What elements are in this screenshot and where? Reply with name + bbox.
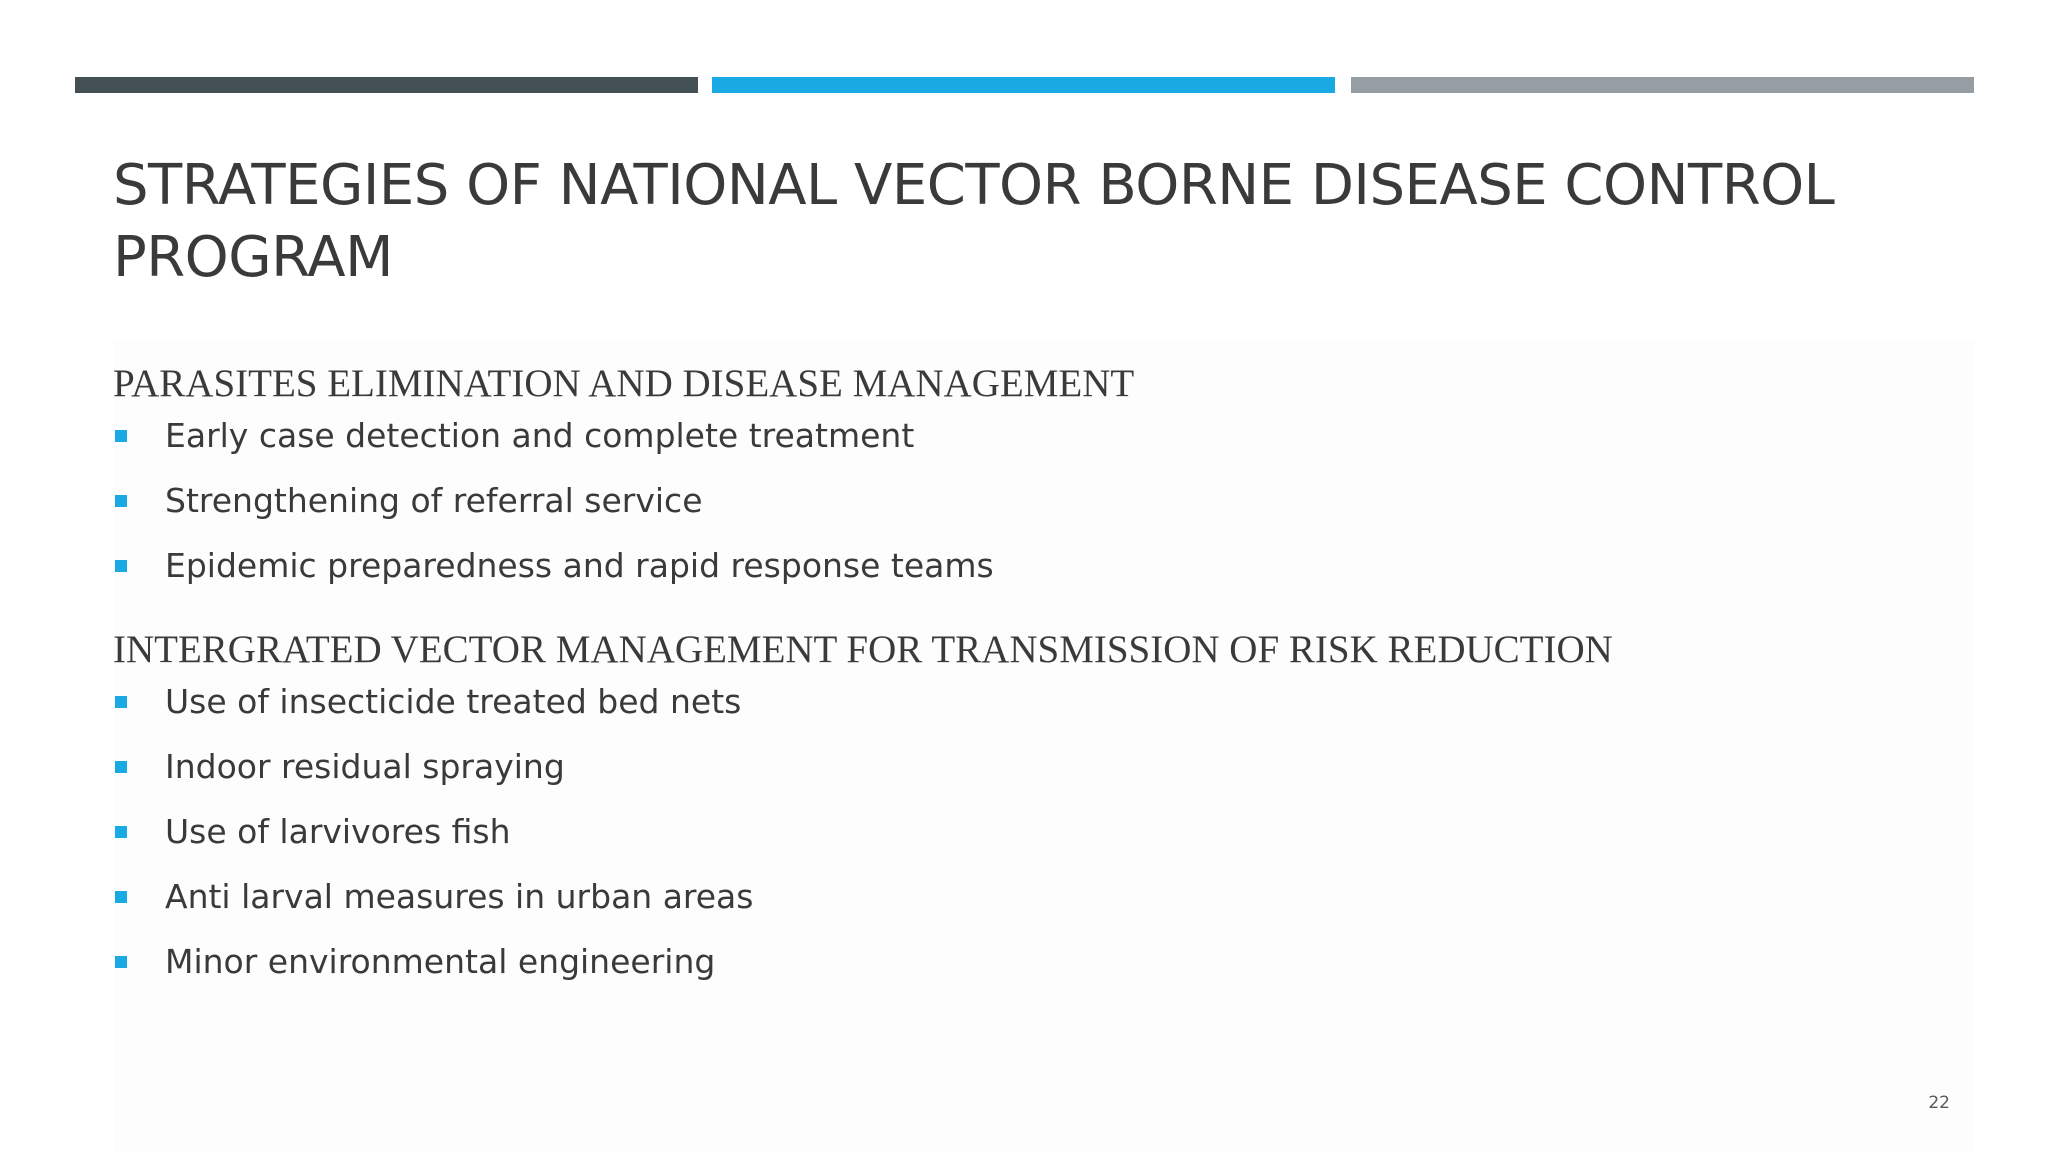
list-item — [113, 809, 1973, 874]
list-item — [113, 874, 1973, 939]
square-bullet-icon — [115, 430, 127, 442]
list-item-text: Epidemic preparedness and rapid response teams — [165, 546, 994, 585]
section-heading: INTERGRATED VECTOR MANAGEMENT FOR TRANSMISSION OF RISK REDUCTION — [113, 628, 1613, 671]
section-heading: PARASITES ELIMINATION AND DISEASE MANAGEMENT — [113, 362, 1135, 405]
list-item — [113, 413, 1973, 478]
accent-bar-dark — [75, 77, 698, 93]
list-item — [113, 939, 1973, 1004]
square-bullet-icon — [115, 560, 127, 572]
list-item — [113, 478, 1973, 543]
square-bullet-icon — [115, 956, 127, 968]
list-item — [113, 543, 1973, 608]
page-number: 22 — [1928, 1093, 1950, 1113]
list-item — [113, 744, 1973, 809]
square-bullet-icon — [115, 891, 127, 903]
list-item-text: Use of larvivores fish — [165, 812, 511, 851]
square-bullet-icon — [115, 495, 127, 507]
list-item-text: Minor environmental engineering — [165, 942, 716, 981]
list-item-text: Anti larval measures in urban areas — [165, 877, 754, 916]
square-bullet-icon — [115, 696, 127, 708]
section-parasites-elimination — [113, 361, 1973, 608]
square-bullet-icon — [115, 761, 127, 773]
list-item-text: Strengthening of referral service — [165, 481, 703, 520]
list-item-text: Indoor residual spraying — [165, 747, 565, 786]
slide-title: STRATEGIES OF NATIONAL VECTOR BORNE DISEASE CONTROL PROGRAM — [113, 153, 1835, 290]
section-integrated-vector-management — [113, 627, 1973, 1004]
list-item-text: Use of insecticide treated bed nets — [165, 682, 742, 721]
square-bullet-icon — [115, 826, 127, 838]
list-item — [113, 679, 1973, 744]
bullet-list — [113, 679, 1973, 1004]
accent-bar-blue — [712, 77, 1335, 93]
accent-bar-gray — [1351, 77, 1974, 93]
bullet-list — [113, 413, 1973, 608]
list-item-text: Early case detection and complete treatment — [165, 416, 915, 455]
